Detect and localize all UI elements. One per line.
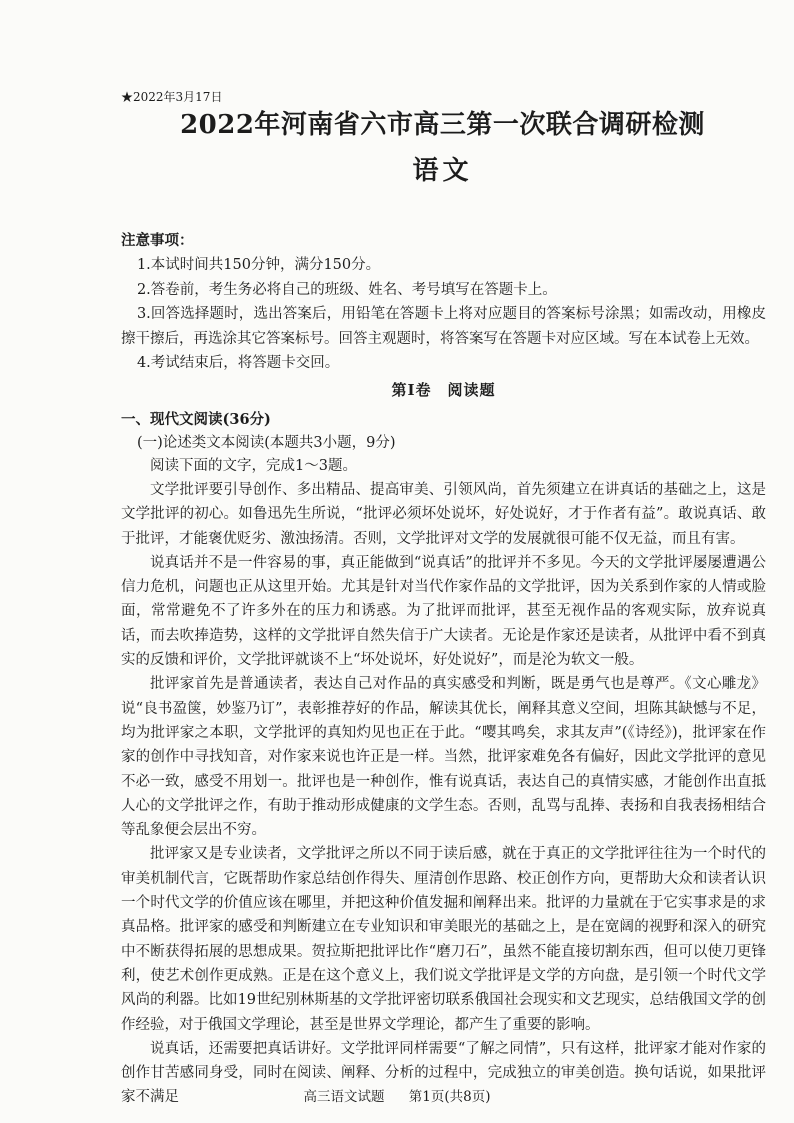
notice-item-3: 3.回答选择题时，选出答案后，用铅笔在答题卡上将对应题目的答案标号涂黑；如需改动，用橡皮擦干擦后，再选涂其它答案标号。回答主观题时，将答案写在答题卡对应区域。写在本试卷上无效。 [121,306,766,347]
sub-heading: (一)论述类文本阅读(本题共3小题，9分) [136,435,396,451]
footer-page-info: 第1页(共8页) [408,1089,491,1105]
passage-paragraph-3: 批评家首先是普通读者，表达自己对作品的真实感受和判断，既是勇气也是尊严。《文心雕龙》说“良书盈箧，妙鉴乃订”，表彰推荐好的作品，解读其优长，阐释其意义空间，坦陈其缺憾与不足，均为批评家之本职，文学批评的真知灼见也正在于此。“嘤其鸣矣，求其友声”(《诗经》)，批评家在作家的创作中寻找知音，对作家来说也许正是一样。当然，批评家难免各有偏好，因此文学批评的意见不必一致，感受不用划一。批评也是一种创作，惟有说真话，表达自己的真情实感，才能创作出直抵人心的文学批评之作，有助于推动形成健康的文学生态。否则，乱骂与乱捧、表扬和自我表扬相结合等乱象便会层出不穷。 [121,676,766,839]
part-heading: 一、现代文阅读(36分) [121,411,271,428]
exam-date: ★2022年3月17日 [121,90,223,104]
section-title: 第Ⅰ卷 阅读题 [391,381,496,399]
page-footer [0,1088,794,1106]
notice-item-4: 4.考试结束后，将答题卡交回。 [136,355,340,371]
passage-paragraph-4: 批评家又是专业读者，文学批评之所以不同于读后感，就在于真正的文学批评往往为一个时代的审美机制代言，它既帮助作家总结创作得失、厘清创作思路、校正创作方向，更帮助大众和读者认识一个时代文学的价值应该在哪里，并把这种价值发掘和阐释出来。批评的力量就在于它实事求是的求真品格。批评家的感受和判断建立在专业知识和审美眼光的基础之上，是在宽阔的视野和深入的研究中不断获得拓展的思想成果。贺拉斯把批评比作“磨刀石”，虽然不能直接切割东西，但可以使刀更锋利，使艺术创作更成熟。正是在这个意义上，我们说文学批评是文学的方向盘，是引领一个时代文学风尚的利器。比如19世纪别林斯基的文学批评密切联系俄国社会现实和文艺现实，总结俄国文学的创作经验，对于俄国文学理论，甚至是世界文学理论，都产生了重要的影响。 [121,846,766,1033]
exam-subject: 语文 [412,156,473,186]
notice-list [121,253,766,376]
reading-passage [121,478,766,1110]
passage-paragraph-2: 说真话并不是一件容易的事，真正能做到“说真话”的批评并不多见。今天的文学批评屡屡遭遇公信力危机，问题也正从这里开始。尤其是针对当代作家作品的文学批评，因为关系到作家的人情或脸面，常常避免不了许多外在的压力和诱惑。为了批评而批评，甚至无视作品的客观实际，放弃说真话，而去吹捧造势，这样的文学批评自然失信于广大读者。无论是作家还是读者，从批评中看不到真实的反馈和评价，文学批评就谈不上“坏处说坏，好处说好”，而是沦为软文一般。 [121,554,766,669]
notice-item-2: 2.答卷前，考生务必将自己的班级、姓名、考号填写在答题卡上。 [136,281,557,298]
passage-paragraph-1: 文学批评要引导创作、多出精品、提高审美、引领风尚，首先须建立在讲真话的基础之上，这是文学批评的初心。如鲁迅先生所说，“批评必须坏处说坏，好处说好，才于作者有益”。敢说真话、敢于批评，才能褒优贬劣、激浊扬清。否则，文学批评对文学的发展就很可能不仅无益，而且有害。 [121,482,766,547]
exam-title: 2022年河南省六市高三第一次联合调研检测 [180,110,705,140]
notice-heading: 注意事项： [121,232,194,249]
footer-exam-name: 高三语文试题 [303,1089,385,1105]
notice-item-1: 1.本试时间共150分钟，满分150分。 [136,257,381,273]
reading-instruction: 阅读下面的文字，完成1～3题。 [150,458,357,474]
passage-paragraph-5: 说真话，还需要把真话讲好。文学批评同样需要“了解之同情”，只有这样，批评家才能对作家的创作甘苦感同身受，同时在阅读、阐释、分析的过程中，完成独立的审美创造。换句话说，如果批评家不满足 [121,1040,766,1106]
